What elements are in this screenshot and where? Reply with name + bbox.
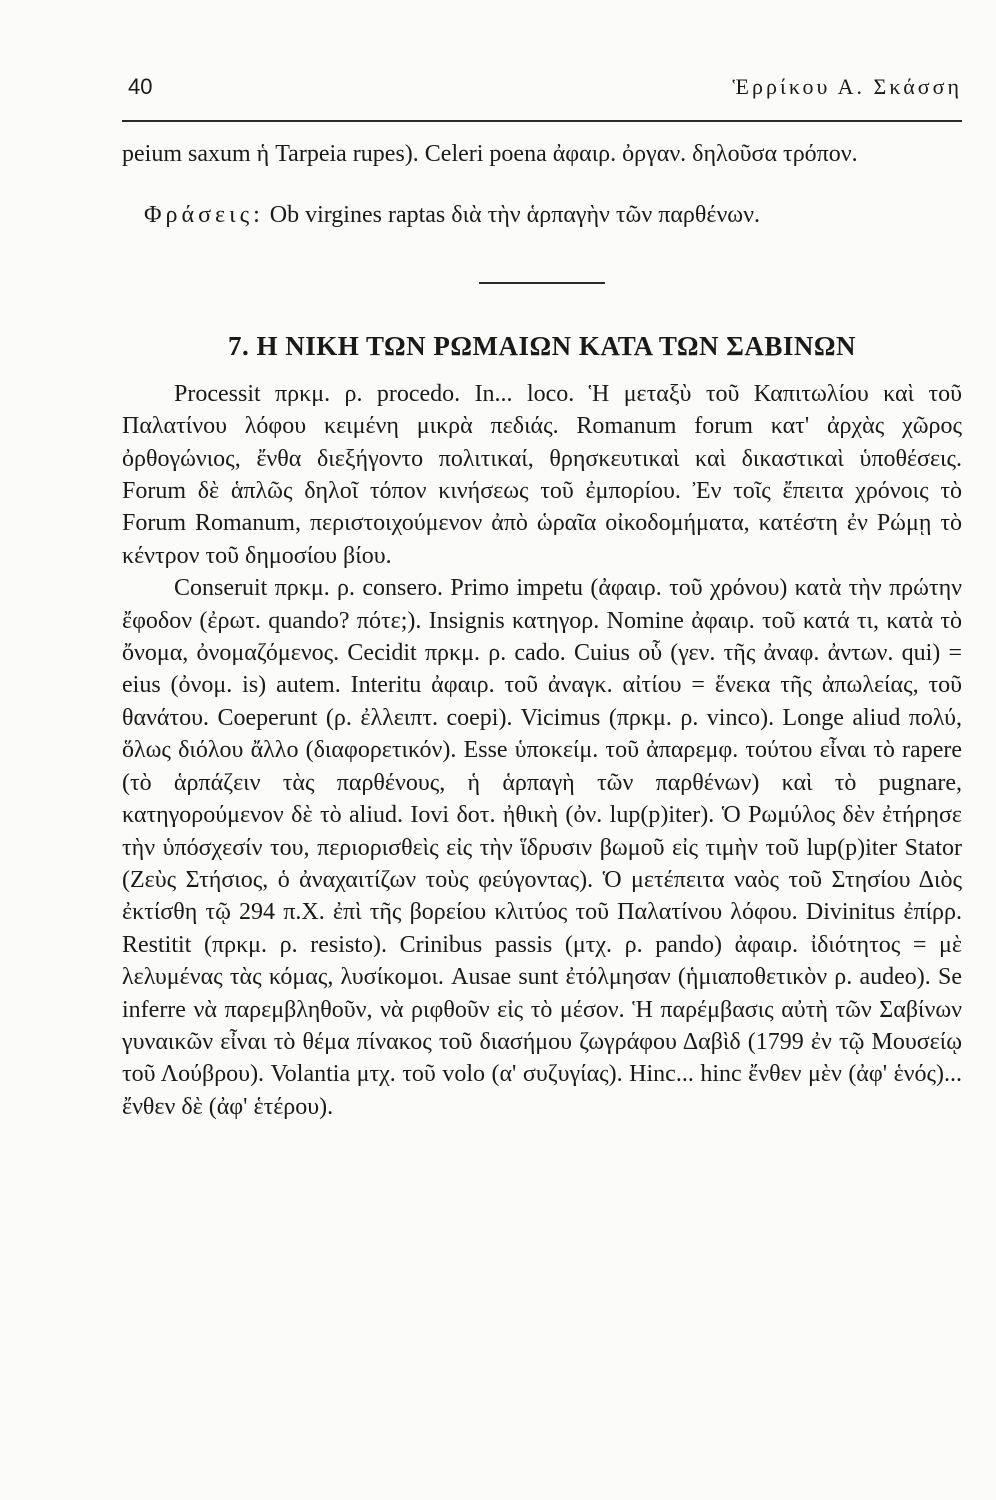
running-head: Ἑρρίκου Α. Σκάσση xyxy=(732,74,962,99)
page-number: 40 xyxy=(128,74,153,99)
paragraph-conseruit: Conseruit πρκμ. ρ. consero. Primo impetu (ἀφαιρ. τοῦ χρόνου) κατὰ τὴν πρώτην ἔφοδον (ἐρωτ. quando? πότε;). Insignis κατηγορ. Nomine ἀφαιρ. τοῦ κατά τι, κατὰ τὸ ὄνομα, ὀνομαζόμενος. Cecidit πρκμ. ρ. cado. Cuius οὗ (γεν. τῆς ἀναφ. ἀντων. qui) = eius (ὀνομ. is) autem. Interitu ἀφαιρ. τοῦ ἀναγκ. αἰτίου = ἕνεκα τῆς ἀπωλείας, τοῦ θανάτου. Coeperunt (ρ. ἐλλειπτ. coepi). Vicimus (πρκμ. ρ. vinco). Longe aliud πολύ, ὅλως διόλου ἄλλο (διαφορετικόν). Esse ὑποκείμ. τοῦ ἀπαρεμφ. τούτου εἶναι τὸ rapere (τὸ ἁρπάζειν τὰς παρθένους, ἡ ἁρπαγὴ τῶν παρθένων) καὶ τὸ pugnare, κατηγορούμενον δὲ τὸ aliud. Iovi δοτ. ἠθικὴ (ὀν. lup(p)iter). Ὁ Ρωμύλος δὲν ἐτήρησε τὴν ὑπόσχεσίν του, περιορισθεὶς εἰς τὴν ἵδρυσιν βωμοῦ εἰς τιμὴν τοῦ lup(p)iter Stator (Ζεὺς Στήσιος, ὁ ἀναχαιτίζων τοὺς φεύγοντας). Ὁ μετέπειτα ναὸς τοῦ Στησίου Διὸς ἐκτίσθη τῷ 294 π.Χ. ἐπὶ τῆς βορείου κλιτύος τοῦ Παλατίνου λόφου. Divinitus ἐπίρρ. Restitit (πρκμ. ρ. resisto). Crinibus passis (μτχ. ρ. pando) ἀφαιρ. ἰδιότητος = μὲ λελυμένας τὰς κόμας, λυσίκομοι. Ausae sunt ἐτόλμησαν (ἡμιαποθετικὸν ρ. audeo). Se inferre νὰ παρεμβληθοῦν, νὰ ριφθοῦν εἰς τὸ μέσον. Ἡ παρέμβασις αὐτὴ τῶν Σαβίνων γυναικῶν εἶναι τὸ θέμα πίνακος τοῦ διασήμου ζωγράφου Δαβὶδ (1799 ἐν τῷ Μουσείῳ τοῦ Λούβρου). Volantia μτχ. τοῦ volo (α' συζυγίας). Hinc... hinc ἔνθεν μὲν (ἀφ' ἑνός)... ἔνθεν δὲ (ἀφ' ἑτέρου). xyxy=(122,575,962,1120)
phrases-paragraph xyxy=(122,199,962,231)
section-divider xyxy=(479,282,605,284)
section-title: 7. Η ΝΙΚΗ ΤΩΝ ΡΩΜΑΙΩΝ ΚΑΤΑ ΤΩΝ ΣΑΒΙΝΩΝ xyxy=(227,330,857,361)
phrases-label: Φράσεις: xyxy=(144,202,264,229)
page-body xyxy=(122,138,962,1123)
phrases-text: Ob virgines raptas διὰ τὴν ἁρπαγὴν τῶν παρθένων. xyxy=(269,202,760,229)
page-header xyxy=(128,74,962,114)
paragraph-processit: Processit πρκμ. ρ. procedo. In... loco. Ἡ μεταξὺ τοῦ Καπιτωλίου καὶ τοῦ Παλατίνου λόφου κειμένη μικρὰ πεδιάς. Romanum forum κατ' ἀρχὰς χῶρος ὀρθογώνιος, ἔνθα διεξήγοντο πολιτικαί, θρησκευτικαὶ καὶ δικαστικαὶ ὑποθέσεις. Forum δὲ ἁπλῶς δηλοῖ τόπον κινήσεως τοῦ ἐμπορίου. Ἐν τοῖς ἔπειτα χρόνοις τὸ Forum Romanum, περιστοιχούμενον ἀπὸ ὡραῖα οἰκοδομήματα, κατέστη ἐν Ρώμῃ τὸ κέντρον τοῦ δημοσίου βίου. xyxy=(122,380,962,569)
intro-paragraph: peium saxum ἡ Tarpeia rupes). Celeri poena ἀφαιρ. ὀργαν. δηλοῦσα τρόπον. xyxy=(122,141,858,167)
header-rule xyxy=(122,120,962,122)
